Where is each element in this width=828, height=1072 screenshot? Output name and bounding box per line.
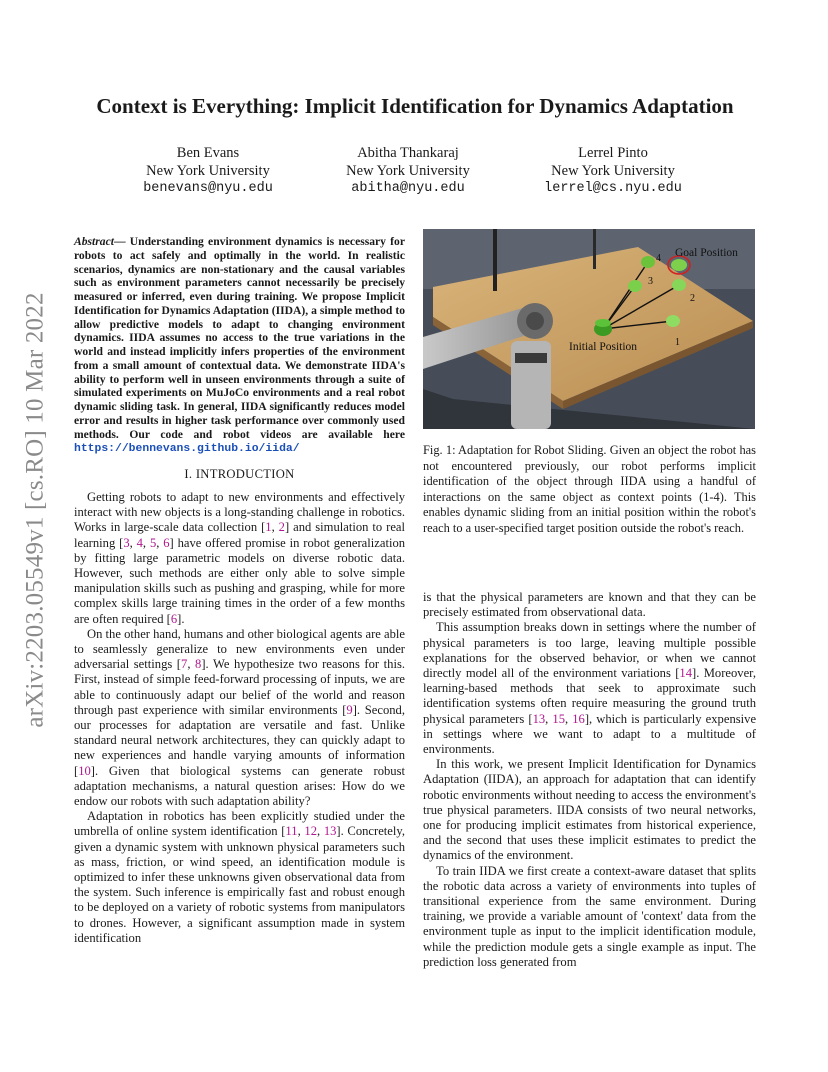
background-pole [493, 229, 497, 291]
text-run: , [564, 711, 573, 726]
text-run: ] and simulation to real learning [ [74, 520, 406, 550]
text-run: Getting robots to adapt to new environments and effectively interact with new objects is a long-standing challenge in robotics. Works in large-scale data collection [ [74, 490, 405, 535]
citation-link[interactable]: 2 [278, 520, 285, 535]
author-name: Ben Evans [176, 145, 240, 161]
citation-link[interactable]: 4 [136, 535, 143, 550]
arxiv-identifier-sidebar [18, 260, 54, 760]
introduction-text [74, 490, 405, 946]
robot-joint-cap [526, 312, 544, 330]
context-cup-2 [672, 279, 686, 291]
initial-position-label: Initial Position [569, 341, 638, 353]
citation-link[interactable]: 1 [265, 520, 272, 535]
arxiv-identifier: arXiv:2203.05549v1 [cs.RO] 10 Mar 2022 [22, 292, 50, 728]
text-run: , [316, 824, 324, 839]
robot-scene-illustration [423, 229, 755, 429]
citation-link[interactable]: 14 [679, 666, 692, 681]
author-name: Abitha Thankaraj [357, 145, 459, 161]
author-1 [98, 144, 318, 198]
goal-position-label: Goal Position [675, 247, 738, 259]
intro-paragraph-3 [74, 809, 405, 946]
abstract-body: — Understanding environment dynamics is necessary for robots to act safely and optimally in the world. In realistic scenarios, dynamics are non-stationary and the causal variables such as environment parameters cannot necessarily be precisely measured or inferred, even during training. We propose Implicit Identification for Dynamics Adaptation (IIDA), a simple method to allow predictive models to adapt to changing environment dynamics. IIDA assumes no access to the true variations in the world and instead implicitly infers properties of the environment from a small amount of contextual data. We demonstrate IIDA's ability to perform well in unseen environments through a suite of simulated experiments on MuJoCo environments and a real robot dynamic sliding task. In general, IIDA significantly reduces model error and results in higher task performance over commonly used methods. Our code and robot videos are available here [74, 235, 405, 441]
citation-link[interactable]: 6 [170, 611, 178, 626]
text-run: On the other hand, humans and other biological agents are able to seamlessly generalize to new environments even under adversarial settings [ [74, 626, 405, 672]
context-label-4: 4 [656, 253, 661, 264]
citation-link[interactable]: 9 [346, 702, 353, 717]
text-run: ]. We hypothesize two reasons for this. First, instead of simple feed-forward processing of inputs, we are able to continuously adapt our belief of the world and reason through past experience with similar environments [ [74, 657, 406, 717]
author-affiliation: New York University [346, 163, 470, 179]
paper-title: Context is Everything: Implicit Identification for Dynamics Adaptation [96, 94, 734, 118]
citation-link[interactable]: 16 [572, 711, 585, 726]
author-email[interactable]: abitha@nyu.edu [351, 181, 465, 196]
text-run: , [142, 535, 150, 550]
intro-paragraph-2 [74, 627, 405, 809]
text-run: ], which is particularly expensive in settings where we want to adapt to a multitude of environments. [423, 711, 757, 757]
text-run: , [297, 824, 305, 839]
context-cup-4 [641, 256, 655, 268]
citation-link[interactable]: 15 [552, 711, 565, 726]
author-affiliation: New York University [146, 163, 270, 179]
text-run: ]. Second, our processes for adaptation are versatile and fast. Unlike standard neural network architectures, they can quickly adapt to new experiences and handle varying amounts of information [ [74, 702, 406, 778]
text-run: ]. Concretely, given a dynamic system with unknown physical parameters such as mass, friction, or wind speed, an identification module is optimized to infer these unknowns given observational data from the system. Such inference is empirically fast and robust enough to be deployed on a variety of robotic systems from manipulators to drones. However, a significant assumption made in system identification [74, 824, 406, 945]
text-run: Adaptation in robotics has been explicitly studied under the umbrella of online system identification [ [74, 809, 405, 839]
robot-base-band [515, 353, 547, 363]
citation-link[interactable]: 6 [163, 535, 170, 550]
context-cup-3 [628, 280, 642, 292]
figure-robot-sliding-photo [423, 229, 755, 429]
citation-link[interactable]: 11 [285, 824, 298, 839]
context-label-3: 3 [648, 276, 653, 287]
citation-link[interactable]: 12 [304, 824, 317, 839]
right-paragraph-2 [423, 620, 756, 757]
text-run: ]. [177, 611, 185, 626]
citation-link[interactable]: 5 [149, 535, 157, 550]
context-label-2: 2 [690, 293, 695, 304]
text-run: , [271, 520, 279, 535]
citation-link[interactable]: 10 [78, 763, 91, 778]
abstract [74, 235, 405, 457]
text-run: ]. Moreover, learning-based methods that seek to approximate such identification systems often require measuring the ground truth physical parameters [ [423, 666, 756, 726]
citation-link[interactable]: 13 [323, 824, 337, 839]
right-paragraph-3: In this work, we present Implicit Identification for Dynamics Adaptation (IIDA), an approach for adaptation that can identify robotic environments without needing to access the environment's true physical parameters. IIDA consists of two neural networks, one for producing implicit estimates from historical experience, and the second that uses these implicit estimates to predict the dynamics of the environment. [423, 757, 756, 863]
text-run: , [187, 657, 196, 672]
author-email[interactable]: benevans@nyu.edu [143, 181, 273, 196]
citation-link[interactable]: 8 [195, 657, 202, 672]
figure-caption: Fig. 1: Adaptation for Robot Sliding. Given an object the robot has not encountered previously, our robot performs implicit identification of the object through IIDA using a handful of interactions on the same object as context points (1-4). This enables dynamic sliding from an initial position within the robot's reach to a user-specified target position outside the robot's reach. [423, 443, 756, 535]
author-affiliation: New York University [551, 163, 675, 179]
author-3 [503, 144, 723, 198]
intro-paragraph-1 [74, 490, 405, 627]
right-paragraph-4: To train IIDA we first create a context-aware dataset that splits the robotic data across a variety of environments into tuples of transitional experience from the same environment. During training, we provide a variable amount of 'context' data from the environment tuple as input to the implicit identification module, while the prediction module gets a single example as input. The prediction loss generated from [423, 863, 756, 969]
abstract-lead: Abstract [74, 235, 114, 248]
author-email[interactable]: lerrel@cs.nyu.edu [544, 181, 682, 196]
section-heading: I. INTRODUCTION [184, 467, 295, 481]
text-run: , [156, 535, 164, 550]
citation-link[interactable]: 7 [181, 657, 188, 672]
initial-cup-top [595, 319, 611, 327]
context-label-1: 1 [675, 337, 680, 348]
right-column-text [423, 590, 756, 970]
citation-link[interactable]: 13 [532, 711, 546, 726]
context-cup-1 [666, 315, 680, 327]
author-name: Lerrel Pinto [578, 145, 648, 161]
goal-cup [671, 259, 687, 271]
background-pole [593, 229, 596, 269]
text-run: ] have offered promise in robot generalization by fitting large parametric models on diverse robotic data. However, such methods are either only able to solve simple manipulation skills such as pushing and grasping, while for more complex skills large training times in the order of a few months are often required [ [74, 535, 406, 626]
citation-link[interactable]: 3 [123, 535, 130, 550]
right-paragraph-1: is that the physical parameters are known and that they can be precisely estimated from observational data. [423, 590, 756, 620]
text-run: , [545, 711, 553, 726]
project-link[interactable]: https://bennevans.github.io/iida/ [74, 443, 300, 456]
author-2 [298, 144, 518, 198]
text-run: , [129, 535, 137, 550]
text-run: This assumption breaks down in settings where the number of physical parameters is too large, leaving multiple possible explanations for the observed behavior, or when we cannot directly model all of the environment variations [ [423, 620, 756, 681]
text-run: ]. Given that biological systems can generate robust adaptation mechanisms, a natural question arises: How do we endow our robots with such adaptation ability? [74, 763, 405, 809]
